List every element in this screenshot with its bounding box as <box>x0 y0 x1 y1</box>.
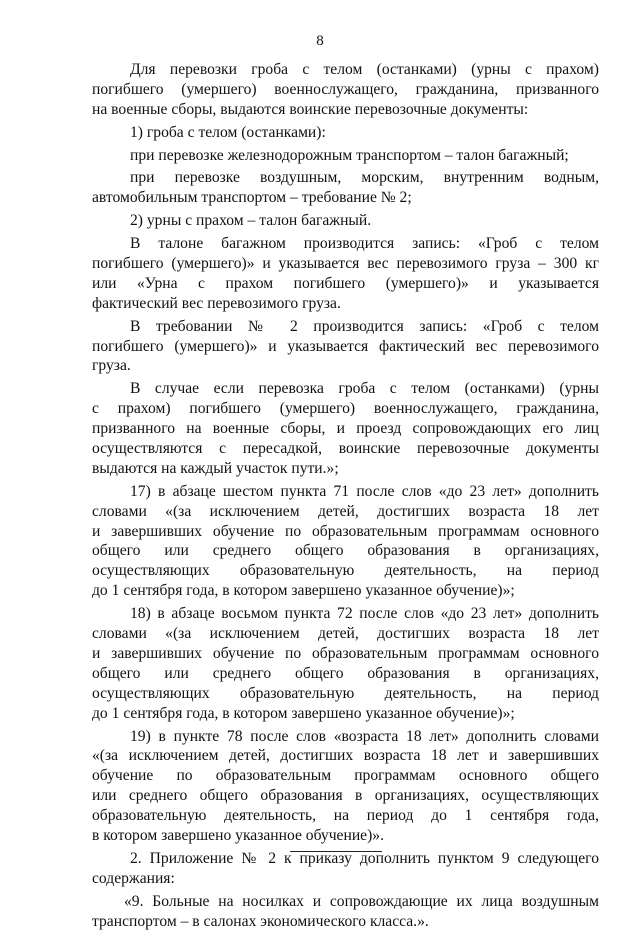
text-line: погибшего (умершего)» и указывается фактический вес перевозимого <box>92 337 599 355</box>
text-line: В случае если перевозка гроба с телом (останками) (урны <box>130 380 599 398</box>
text-line: 2) урны с прахом – талон багажный. <box>130 212 372 230</box>
text-line: автомобильным транспортом – требование № 2; <box>92 189 412 207</box>
text-line: призванного на военные сборы, и проезд сопровождающих его лиц <box>92 420 599 438</box>
text-line: с прахом) погибшего (умершего) военнослужащего, гражданина, <box>92 400 599 418</box>
text-line: 2. Приложение № 2 к приказу дополнить пунктом 9 следующего <box>130 849 599 867</box>
text-line: транспортом – в салонах экономического класса.». <box>92 912 429 930</box>
text-line: образовательную деятельность, на период до 1 сентября года, <box>92 807 599 825</box>
text-line: и завершивших обучение по образовательным программам основного <box>92 644 599 662</box>
text-line: В талоне багажном производится запись: «Гроб с телом <box>130 235 599 253</box>
text-line: Для перевозки гроба с телом (останками) (урны с прахом) <box>130 61 599 78</box>
end-of-text-rule <box>290 851 382 852</box>
text-line: содержания: <box>92 869 175 887</box>
text-line: словами «(за исключением детей, достигших возраста 18 лет <box>92 502 599 520</box>
text-line: осуществляются с пересадкой, воинские перевозочные документы <box>92 440 599 458</box>
text-line: погибшего (умершего) военнослужащего, гражданина, призванного <box>92 80 599 98</box>
text-line: 19) в пункте 78 после слов «возраста 18 лет» дополнить словами <box>130 727 599 745</box>
text-line: общего или среднего общего образования в организациях, <box>92 664 599 682</box>
text-line: общего или среднего общего образования в организациях, <box>92 542 599 560</box>
text-line: В требовании № 2 производится запись: «Гроб с телом <box>130 317 599 335</box>
text-line: в котором завершено указанное обучение)». <box>92 826 384 844</box>
text-line: фактический вес перевозимого груза. <box>92 294 341 312</box>
text-line: или «Урна с прахом погибшего (умершего)» и указывается <box>92 274 599 292</box>
text-line: груза. <box>92 357 131 375</box>
text-line: осуществляющих образовательную деятельность, на период <box>92 684 599 702</box>
text-line: до 1 сентября года, в котором завершено указанное обучение)»; <box>92 582 515 600</box>
page-number: 8 <box>316 33 324 49</box>
text-line: «(за исключением детей, достигших возраста 18 лет и завершивших <box>92 747 599 765</box>
text-line: 17) в абзаце шестом пункта 71 после слов «до 23 лет» дополнить <box>130 482 599 500</box>
text-line: при перевозке воздушным, морским, внутренним водным, <box>130 169 599 187</box>
text-line: погибшего (умершего)» и указывается вес перевозимого груза – 300 кг <box>92 255 599 273</box>
text-line: словами «(за исключением детей, достигших возраста 18 лет <box>92 625 599 643</box>
text-line: осуществляющих образовательную деятельность, на период <box>92 562 599 580</box>
text-line: и завершивших обучение по образовательным программам основного <box>92 522 599 540</box>
text-line: «9. Больные на носилках и сопровождающие их лица воздушным <box>124 892 599 910</box>
text-line: до 1 сентября года, в котором завершено указанное обучение)»; <box>92 704 515 722</box>
text-line: выдаются на каждый участок пути.»; <box>92 459 339 477</box>
document-body <box>92 60 599 931</box>
text-line: или среднего общего образования в организациях, осуществляющих <box>92 787 599 805</box>
text-line: при перевозке железнодорожным транспортом – талон багажный; <box>130 146 569 164</box>
text-line: 1) гроба с телом (останками): <box>130 123 326 141</box>
text-line: обучение по образовательным программам основного общего <box>92 767 599 785</box>
text-line: на военные сборы, выдаются воинские перевозочные документы: <box>92 100 529 118</box>
text-line: 18) в абзаце восьмом пункта 72 после слов «до 23 лет» дополнить <box>130 605 599 623</box>
